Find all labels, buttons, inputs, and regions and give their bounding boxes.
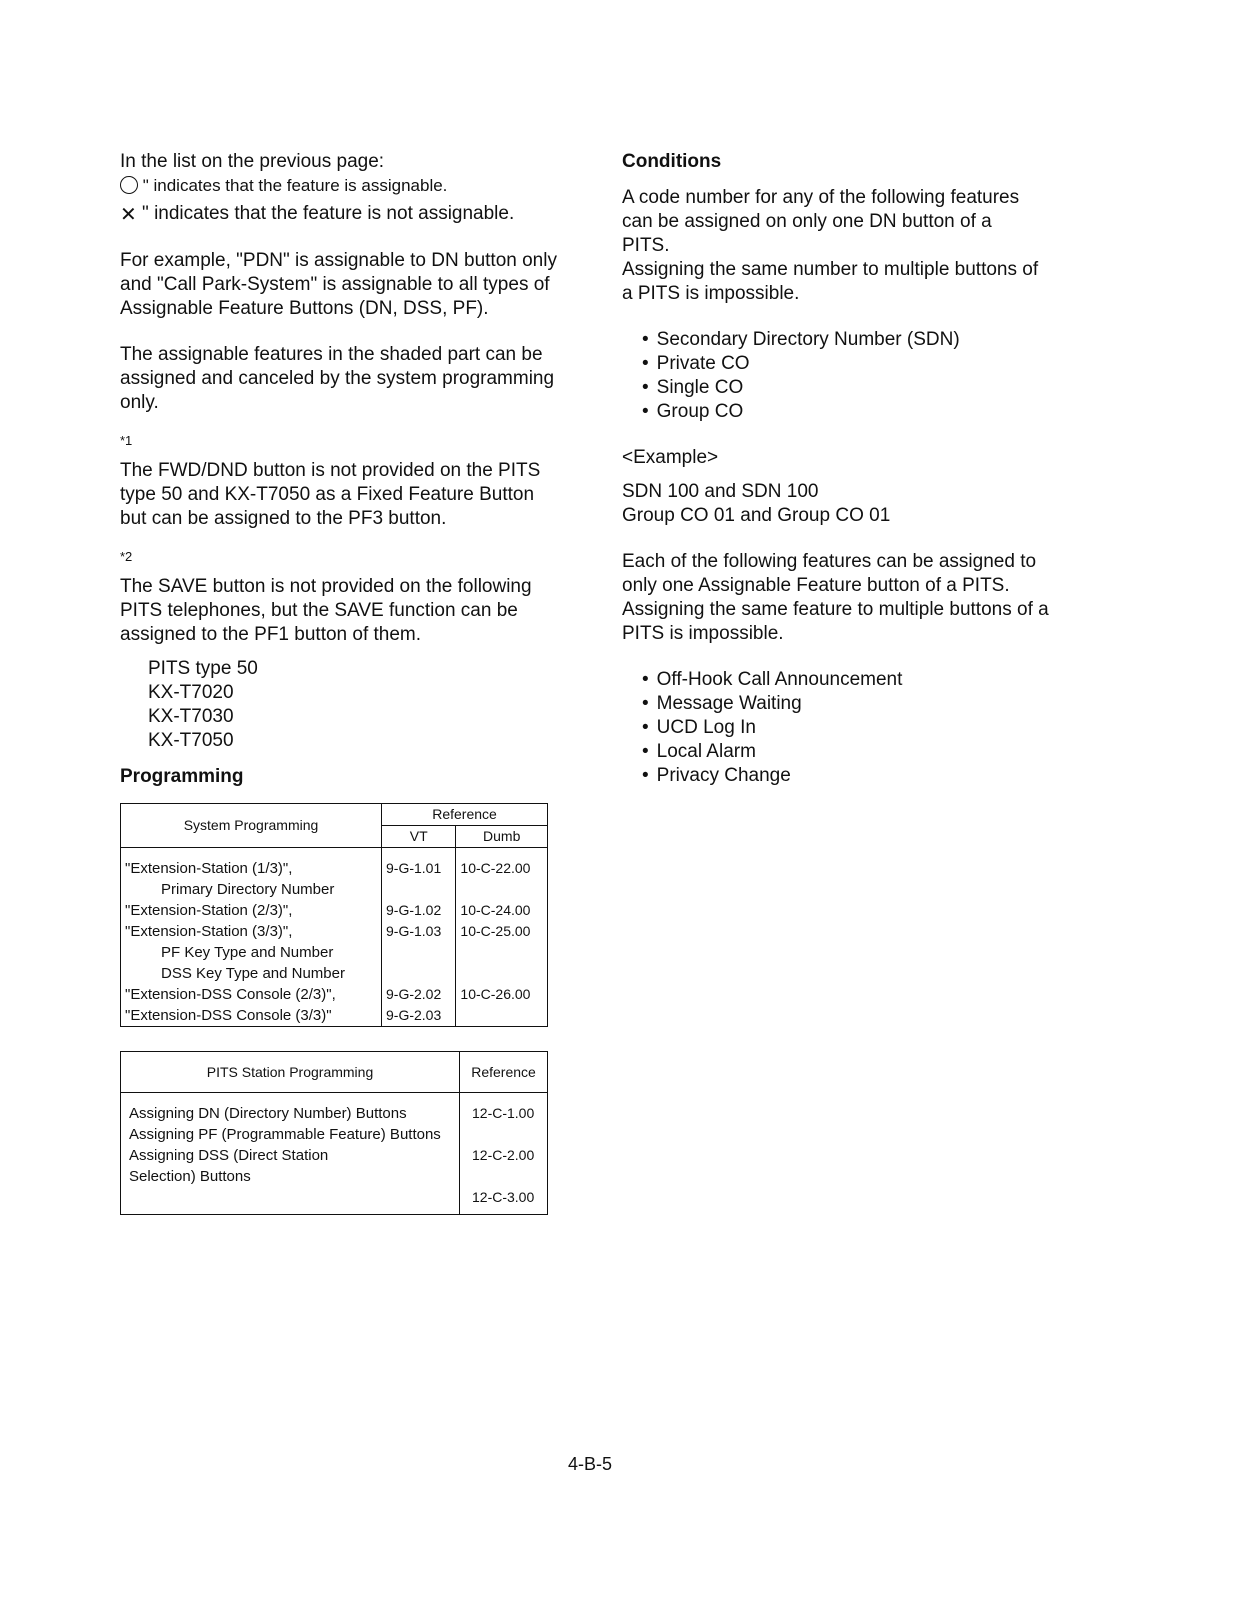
model-item: PITS type 50 (148, 658, 258, 679)
circle-icon (120, 176, 138, 194)
pits-programming-header: PITS Station Programming (121, 1052, 460, 1093)
vt-ref: 9-G-1.03 (386, 923, 442, 939)
programming-heading: Programming (120, 766, 244, 787)
reference-header: Reference (382, 804, 548, 826)
row-item: "Extension-DSS Console (3/3)" (125, 1007, 332, 1024)
assignable-legend (120, 174, 560, 198)
row-subitem: PF Key Type and Number (161, 944, 334, 961)
left-column (120, 150, 560, 1215)
example-label: <Example> (622, 447, 719, 468)
example-paragraph: For example, "PDN" is assignable to DN button only and "Call Park-System" is assignable to all types of Assignable Feature Buttons (DN, DSS, PF). (120, 250, 557, 319)
list-item: • Privacy Change (642, 764, 1062, 788)
row-item: "Extension-Station (3/3)", (125, 923, 293, 940)
model-item: KX-T7030 (148, 706, 234, 727)
system-programming-header: System Programming (121, 804, 382, 848)
vt-header: VT (382, 826, 456, 848)
note1-text: The FWD/DND button is not provided on the PITS type 50 and KX-T7050 as a Fixed Feature Button but can be assigned to the PF3 button. (120, 460, 541, 529)
dumb-ref: 10-C-26.00 (460, 986, 531, 1002)
row-item: "Extension-Station (1/3)", (125, 860, 293, 877)
system-programming-table (120, 803, 548, 1027)
each-paragraph: Each of the following features can be assigned to only one Assignable Feature button of a PITS. Assigning the same feature to multiple buttons of a PITS is impossible. (622, 551, 1049, 644)
list-item: • Message Waiting (642, 692, 1062, 716)
vt-ref: 9-G-1.01 (386, 860, 442, 876)
pits-programming-table (120, 1051, 548, 1215)
model-item: KX-T7050 (148, 730, 234, 751)
right-column (622, 150, 1062, 788)
shaded-paragraph: The assignable features in the shaded part can be assigned and canceled by the system programming only. (120, 344, 555, 413)
not-assignable-legend (120, 202, 560, 227)
example-line: Group CO 01 and Group CO 01 (622, 505, 891, 526)
assignable-feature-list (622, 668, 1062, 788)
vt-ref: 9-G-2.03 (386, 1007, 442, 1023)
list-item: • Secondary Directory Number (SDN) (642, 328, 1062, 352)
pits-ref: 12-C-1.00 (472, 1105, 535, 1121)
vt-ref: 9-G-2.02 (386, 986, 442, 1002)
pits-ref: 12-C-2.00 (472, 1147, 535, 1163)
row-subitem: Primary Directory Number (161, 881, 335, 898)
dumb-ref: 10-C-25.00 (460, 923, 531, 939)
condition-feature-list (622, 328, 1062, 424)
list-item: • Off-Hook Call Announcement (642, 668, 1062, 692)
cross-icon: ✕ (120, 204, 137, 226)
list-item: • UCD Log In (642, 716, 1062, 740)
dumb-header: Dumb (456, 826, 548, 848)
row-item: "Extension-Station (2/3)", (125, 902, 293, 919)
reference-header: Reference (460, 1052, 548, 1093)
dumb-ref: 10-C-22.00 (460, 860, 531, 876)
example-line: SDN 100 and SDN 100 (622, 481, 819, 502)
list-item: • Group CO (642, 400, 1062, 424)
conditions-heading: Conditions (622, 151, 722, 172)
model-list (120, 657, 560, 753)
page-number: 4-B-5 (567, 1454, 612, 1474)
vt-ref: 9-G-1.02 (386, 902, 442, 918)
note2-text: The SAVE button is not provided on the following PITS telephones, but the SAVE function can be assigned to the PF1 button of them. (120, 576, 532, 645)
list-item: • Local Alarm (642, 740, 1062, 764)
pits-ref: 12-C-3.00 (472, 1189, 535, 1205)
row-item: Assigning DN (Directory Number) Buttons (129, 1105, 407, 1122)
list-item: • Private CO (642, 352, 1062, 376)
table-row (121, 1093, 548, 1215)
note1-label: *1 (120, 433, 133, 448)
table-row (121, 848, 548, 1027)
note2-label: *2 (120, 549, 133, 564)
row-item: Assigning DSS (Direct Station Selection) Buttons (129, 1147, 329, 1185)
row-item: "Extension-DSS Console (2/3)", (125, 986, 336, 1003)
conditions-paragraph: A code number for any of the following features can be assigned on only one DN button of a PITS. (622, 187, 1020, 256)
intro-text: In the list on the previous page: (120, 151, 385, 172)
not-assignable-legend-text: " indicates that the feature is not assignable. (142, 203, 515, 224)
dumb-ref: 10-C-24.00 (460, 902, 531, 918)
row-subitem: DSS Key Type and Number (161, 965, 345, 982)
list-item: • Single CO (642, 376, 1062, 400)
model-item: KX-T7020 (148, 682, 234, 703)
row-item: Assigning PF (Programmable Feature) Buttons (129, 1126, 441, 1143)
assignable-legend-text: " indicates that the feature is assignable. (142, 176, 448, 195)
conditions-paragraph: Assigning the same number to multiple buttons of a PITS is impossible. (622, 259, 1039, 304)
